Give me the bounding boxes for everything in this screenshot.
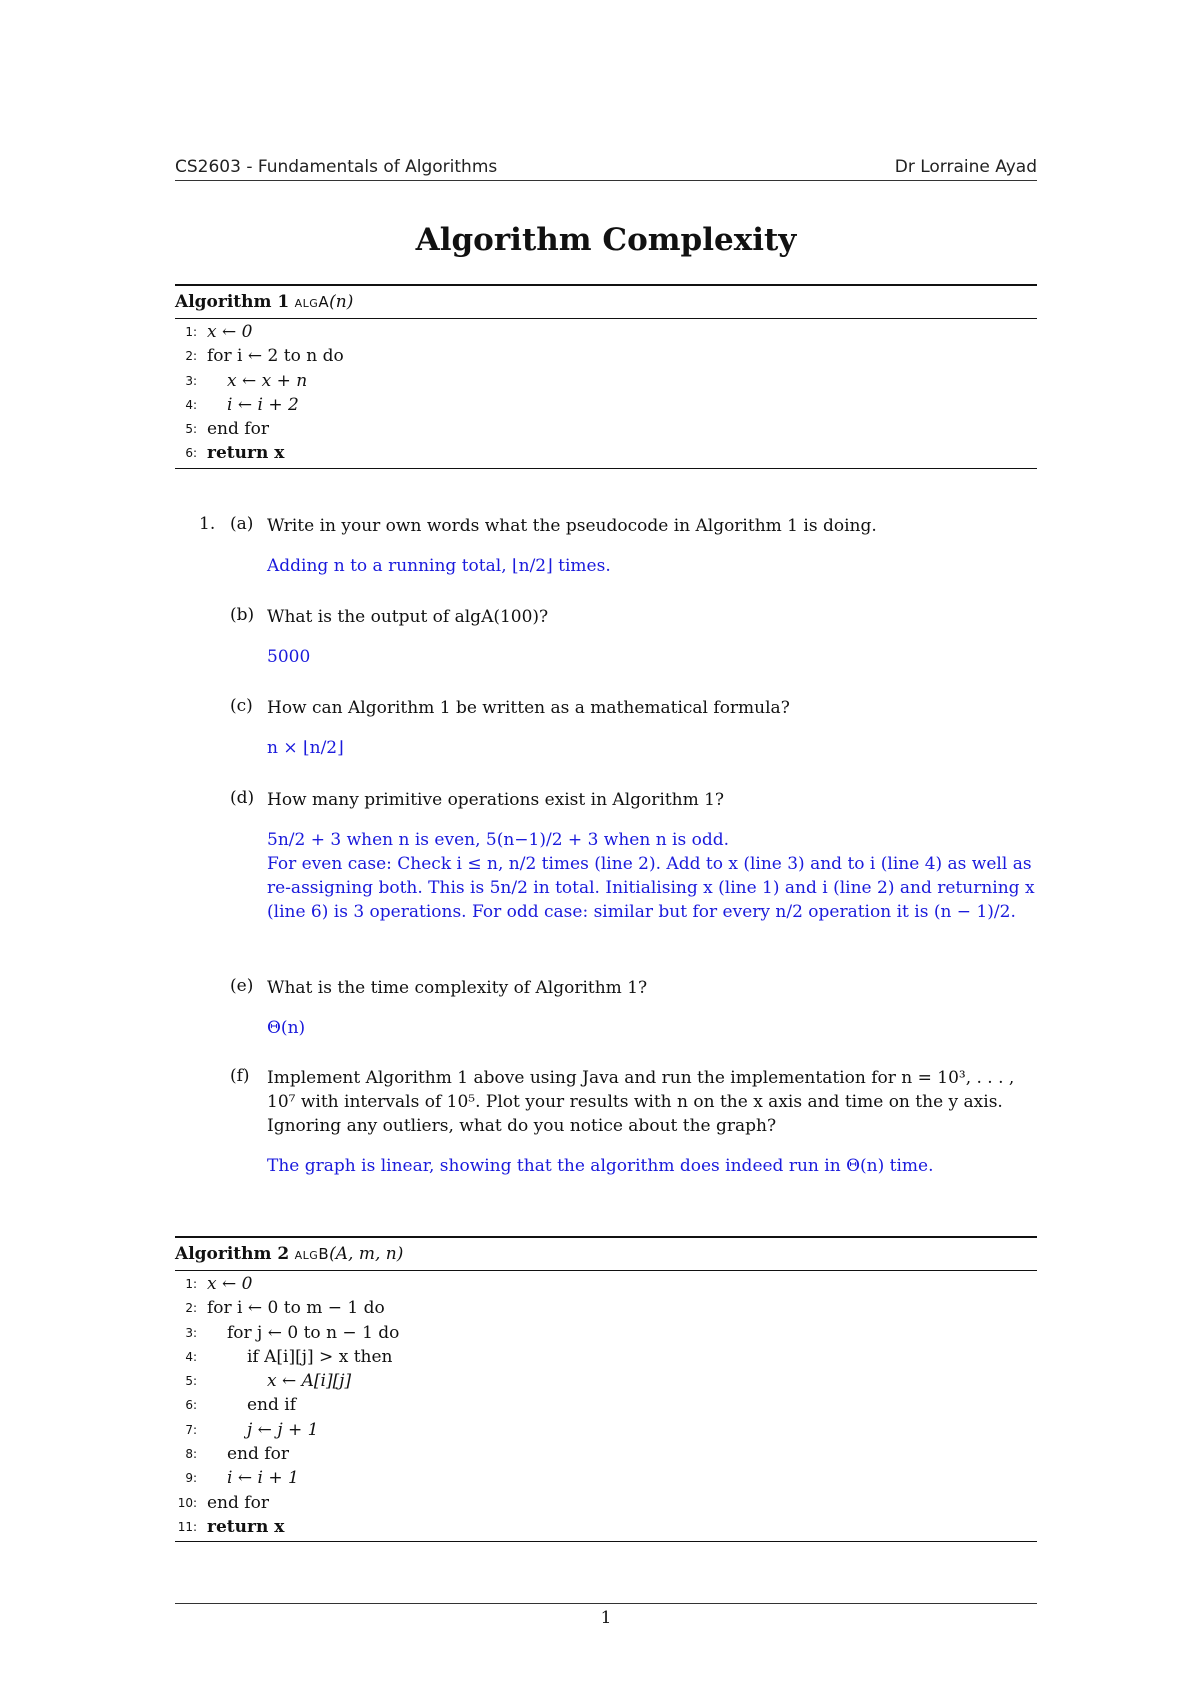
subquestion-answer: Adding n to a running total, ⌊n/2⌋ times.	[267, 556, 611, 576]
line-number: 7:	[185, 1422, 197, 1437]
algorithm-label: Algorithm 2	[175, 1244, 290, 1264]
algorithm-caption	[175, 1238, 1037, 1270]
subquestion-label: (e)	[230, 976, 254, 996]
line-code: x ← 0	[207, 322, 253, 342]
algorithm-line	[175, 369, 1037, 393]
line-code: end if	[247, 1395, 297, 1416]
subquestion-answer: Θ(n)	[267, 1018, 306, 1038]
answer-explanation: For even case: Check i ≤ n, n/2 times (line 2). Add to x (line 3) and to i (line 4) as well as re-assigning both. This is 5n/2 in total. Initialising x (line 1) and i (line 2) and returning x (line 6) is 3 operations. For odd case: similar but for every n/2 operation it is (n − 1)/2.	[267, 854, 1035, 922]
line-code: return x	[207, 1516, 285, 1537]
subquestion-answer: 5000	[267, 647, 311, 667]
algorithm-line	[175, 344, 1037, 368]
line-number: 6:	[185, 1398, 197, 1413]
algorithm-line	[175, 1491, 1037, 1515]
line-number: 8:	[185, 1447, 197, 1462]
line-number: 6:	[185, 446, 197, 461]
line-number: 1:	[185, 1277, 197, 1291]
line-number: 4:	[185, 397, 197, 412]
line-number: 2:	[185, 349, 197, 364]
subquestion-label: (b)	[230, 605, 255, 625]
algorithm-line	[175, 1466, 1037, 1490]
line-number: 3:	[185, 1325, 197, 1340]
line-number: 4:	[185, 1349, 197, 1364]
subquestion-answer: n × ⌊n/2⌋	[267, 738, 344, 758]
line-number: 11:	[177, 1519, 197, 1534]
algorithm-bottom-rule	[175, 1541, 1037, 1542]
algorithm-line	[175, 1393, 1037, 1417]
algorithm-label: Algorithm 1	[175, 292, 290, 312]
footer-rule	[175, 1603, 1037, 1604]
subquestion-prompt: How many primitive operations exist in Algorithm 1?	[267, 790, 725, 810]
page-number: 1	[600, 1608, 612, 1628]
algorithm-1-box	[175, 284, 1037, 469]
algorithm-line	[175, 320, 1037, 344]
algorithm-2-box	[175, 1236, 1037, 1542]
line-code: j ← j + 1	[247, 1419, 319, 1440]
subquestion-prompt: Implement Algorithm 1 above using Java and run the implementation for n = 10³, . . . , 10⁷ with intervals of 10⁵. Plot your results with n on the x axis and time on the y axis. Ignoring any outliers, what do you notice about the graph?	[267, 1068, 1015, 1136]
subquestion-prompt: What is the time complexity of Algorithm 1?	[267, 978, 648, 998]
algorithm-line	[175, 1272, 1037, 1296]
line-number: 2:	[185, 1301, 197, 1316]
subquestion-label: (a)	[230, 514, 254, 534]
header-rule	[175, 180, 1037, 181]
subquestion-answer	[267, 828, 1037, 924]
subquestion-prompt: Write in your own words what the pseudocode in Algorithm 1 is doing.	[267, 516, 877, 536]
line-code: end for	[207, 1492, 269, 1513]
author-name: Dr Lorraine Ayad	[894, 157, 1037, 177]
algorithm-line	[175, 393, 1037, 417]
page-title: Algorithm Complexity	[415, 222, 797, 258]
line-number: 5:	[185, 1374, 197, 1389]
algorithm-line	[175, 1418, 1037, 1442]
algorithm-lines	[175, 319, 1037, 468]
course-title: CS2603 - Fundamentals of Algorithms	[175, 157, 498, 177]
line-number: 3:	[185, 373, 197, 388]
algorithm-line	[175, 1296, 1037, 1320]
running-header	[175, 157, 1037, 179]
algorithm-name: algB	[294, 1245, 330, 1263]
question-number: 1.	[199, 514, 216, 534]
subquestion-answer: The graph is linear, showing that the algorithm does indeed run in Θ(n) time.	[267, 1156, 934, 1176]
algorithm-caption	[175, 286, 1037, 318]
algorithm-line	[175, 1369, 1037, 1393]
algorithm-line	[175, 1515, 1037, 1539]
algorithm-args: (A, m, n)	[329, 1244, 404, 1264]
answer-formula: 5n/2 + 3 when n is even, 5(n−1)/2 + 3 when n is odd.	[267, 830, 730, 850]
algorithm-line	[175, 441, 1037, 465]
algorithm-bottom-rule	[175, 468, 1037, 469]
line-number: 1:	[185, 325, 197, 339]
line-number: 5:	[185, 422, 197, 437]
algorithm-line	[175, 417, 1037, 441]
line-code: for i ← 2 to n do	[207, 346, 344, 367]
line-code: i ← i + 2	[227, 394, 299, 415]
line-code: end for	[227, 1444, 289, 1465]
line-number: 10:	[177, 1495, 197, 1510]
line-number: 9:	[185, 1471, 197, 1486]
algorithm-line	[175, 1321, 1037, 1345]
algorithm-name: algA	[294, 293, 330, 311]
subquestion-prompt: What is the output of algA(100)?	[267, 607, 549, 627]
algorithm-args: (n)	[329, 292, 354, 312]
subquestion-label: (f)	[230, 1066, 250, 1086]
line-code: x ← x + n	[227, 370, 308, 391]
line-code: if A[i][j] > x then	[247, 1346, 393, 1367]
line-code: x ← 0	[207, 1274, 253, 1294]
line-code: end for	[207, 419, 269, 440]
subquestion-prompt: How can Algorithm 1 be written as a mathematical formula?	[267, 698, 790, 718]
algorithm-line	[175, 1442, 1037, 1466]
line-code: i ← i + 1	[227, 1468, 299, 1489]
subquestion-label: (d)	[230, 788, 255, 808]
line-code: x ← A[i][j]	[267, 1371, 352, 1392]
line-code: return x	[207, 443, 285, 464]
line-code: for i ← 0 to m − 1 do	[207, 1298, 385, 1319]
algorithm-lines	[175, 1271, 1037, 1541]
subquestion-label: (c)	[230, 696, 253, 716]
line-code: for j ← 0 to n − 1 do	[227, 1322, 400, 1343]
algorithm-line	[175, 1345, 1037, 1369]
